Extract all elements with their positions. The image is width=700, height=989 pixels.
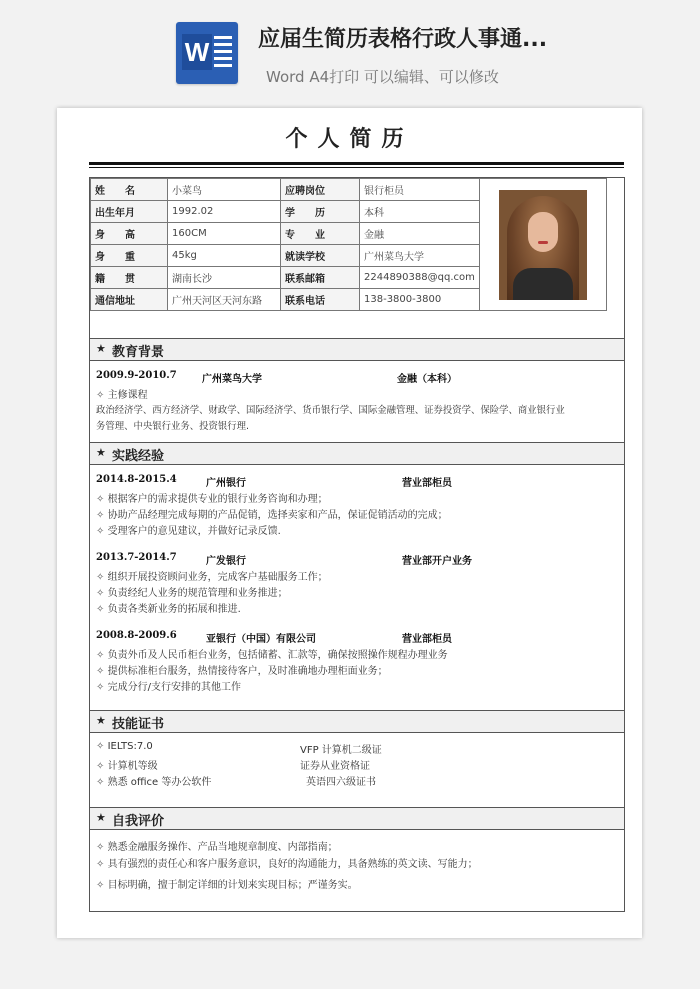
bullet-icon: ✧ <box>96 741 105 752</box>
bullet-icon: ✧ <box>96 390 105 401</box>
job-date: 2014.8-2015.4 <box>96 474 177 485</box>
info-label: 通信地址 <box>91 289 168 311</box>
title-rule-thick <box>89 162 624 165</box>
section-title: 教育背景 <box>112 345 165 360</box>
info-label: 身 重 <box>91 245 168 267</box>
skill-item: VFP 计算机二级证 <box>300 745 382 756</box>
info-label: 就读学校 <box>281 245 360 267</box>
job-role: 营业部柜员 <box>402 634 452 645</box>
bullet-icon: ✧ <box>96 526 105 537</box>
info-label: 身 高 <box>91 223 168 245</box>
info-value: 2244890388@qq.com <box>360 267 480 289</box>
self-item: ✧ 具有强烈的责任心和客户服务意识，良好的沟通能力，具备熟练的英文读、写能力； <box>96 859 478 870</box>
resume-frame <box>89 177 625 912</box>
edu-major: 金融（本科） <box>397 374 457 385</box>
bullet-icon: ✧ <box>96 859 105 870</box>
bullet-icon: ✧ <box>96 494 105 505</box>
bullet-icon: ✧ <box>96 572 105 583</box>
info-value: 湖南长沙 <box>168 267 281 289</box>
skill-item: ✧ IELTS:7.0 <box>96 741 153 752</box>
section-education-header <box>90 338 624 361</box>
bullet-icon: ✧ <box>96 880 105 891</box>
info-value: 广州菜鸟大学 <box>360 245 480 267</box>
banner-subtitle: Word A4打印 可以编辑、可以修改 <box>266 68 499 86</box>
bullet-icon: ✧ <box>96 777 105 788</box>
section-experience-header <box>90 442 624 465</box>
profile-photo <box>499 190 587 300</box>
info-label: 籍 贯 <box>91 267 168 289</box>
info-label: 姓 名 <box>91 179 168 201</box>
info-value: 160CM <box>168 223 281 245</box>
job-date: 2013.7-2014.7 <box>96 552 177 563</box>
info-row <box>91 179 607 201</box>
job-company: 广州银行 <box>206 478 246 489</box>
skill-item: 证券从业资格证 <box>300 761 370 772</box>
info-value: 小菜鸟 <box>168 179 281 201</box>
bullet-icon: ✧ <box>96 604 105 615</box>
job-item: ✧ 负责外币及人民币柜台业务，包括储蓄、汇款等，确保按照操作规程办理业务 <box>96 650 448 661</box>
resume-page <box>57 108 642 938</box>
info-label: 学 历 <box>281 201 360 223</box>
job-item: ✧ 根据客户的需求提供专业的银行业务咨询和办理； <box>96 494 328 505</box>
star-icon: ★ <box>96 342 106 355</box>
job-role: 营业部开户业务 <box>402 556 472 567</box>
info-label: 应聘岗位 <box>281 179 360 201</box>
star-icon: ★ <box>96 714 106 727</box>
job-item: ✧ 完成分行/支行安排的其他工作 <box>96 682 241 693</box>
edu-school: 广州菜鸟大学 <box>202 374 262 385</box>
job-item: ✧ 受理客户的意见建议，并做好记录反馈. <box>96 526 281 537</box>
job-role: 营业部柜员 <box>402 478 452 489</box>
bullet-icon: ✧ <box>96 650 105 661</box>
word-icon <box>176 22 238 84</box>
info-label: 联系电话 <box>281 289 360 311</box>
title-rule-thin <box>89 167 624 168</box>
bullet-icon: ✧ <box>96 666 105 677</box>
bullet-icon: ✧ <box>96 682 105 693</box>
skill-item: 英语四六级证书 <box>306 777 376 788</box>
star-icon: ★ <box>96 811 106 824</box>
edu-courses-line2: 务管理、中央银行业务、投资银行理. <box>96 421 249 432</box>
doc-title: 个人简历 <box>285 126 414 152</box>
banner-title: 应届生简历表格行政人事通... <box>258 27 548 52</box>
banner <box>0 0 700 100</box>
section-title: 自我评价 <box>112 814 165 829</box>
job-item: ✧ 组织开展投资顾问业务，完成客户基础服务工作； <box>96 572 328 583</box>
info-label: 联系邮箱 <box>281 267 360 289</box>
info-value: 138-3800-3800 <box>360 289 480 311</box>
info-value: 本科 <box>360 201 480 223</box>
self-item: ✧ 熟悉金融服务操作、产品当地规章制度、内部指南； <box>96 842 338 853</box>
info-table <box>90 178 607 311</box>
edu-date: 2009.9-2010.7 <box>96 370 177 381</box>
edu-course-label-row <box>96 386 148 401</box>
section-self-header <box>90 807 624 830</box>
bullet-icon: ✧ <box>96 588 105 599</box>
info-value: 金融 <box>360 223 480 245</box>
info-value: 1992.02 <box>168 201 281 223</box>
self-item: ✧ 目标明确，擅于制定详细的计划来实现目标；严谨务实。 <box>96 880 358 891</box>
edu-course-label: 主修课程 <box>107 390 148 401</box>
word-icon-letter: W <box>182 34 212 70</box>
info-value: 广州天河区天河东路 <box>168 289 281 311</box>
job-item: ✧ 负责各类新业务的拓展和推进. <box>96 604 241 615</box>
star-icon: ★ <box>96 446 106 459</box>
info-value: 45kg <box>168 245 281 267</box>
job-company: 广发银行 <box>206 556 246 567</box>
info-label: 出生年月 <box>91 201 168 223</box>
job-date: 2008.8-2009.6 <box>96 630 177 641</box>
info-value: 银行柜员 <box>360 179 480 201</box>
job-company: 亚银行（中国）有限公司 <box>206 634 316 645</box>
job-item: ✧ 负责经纪人业务的规范管理和业务推进； <box>96 588 288 599</box>
skill-item: ✧ 熟悉 office 等办公软件 <box>96 777 212 788</box>
section-title: 技能证书 <box>112 717 165 732</box>
edu-courses-line1: 政治经济学、西方经济学、财政学、国际经济学、货币银行学、国际金融管理、证券投资学、保险学、商业银行业 <box>96 405 565 416</box>
bullet-icon: ✧ <box>96 842 105 853</box>
bullet-icon: ✧ <box>96 510 105 521</box>
skill-item: ✧ 计算机等级 <box>96 761 158 772</box>
info-label: 专 业 <box>281 223 360 245</box>
section-title: 实践经验 <box>112 449 165 464</box>
section-skills-header <box>90 710 624 733</box>
photo-cell <box>479 179 606 311</box>
job-item: ✧ 提供标准柜台服务，热情接待客户，及时准确地办理柜面业务； <box>96 666 388 677</box>
job-item: ✧ 协助产品经理完成每期的产品促销，选择卖家和产品，保证促销活动的完成； <box>96 510 448 521</box>
bullet-icon: ✧ <box>96 761 105 772</box>
